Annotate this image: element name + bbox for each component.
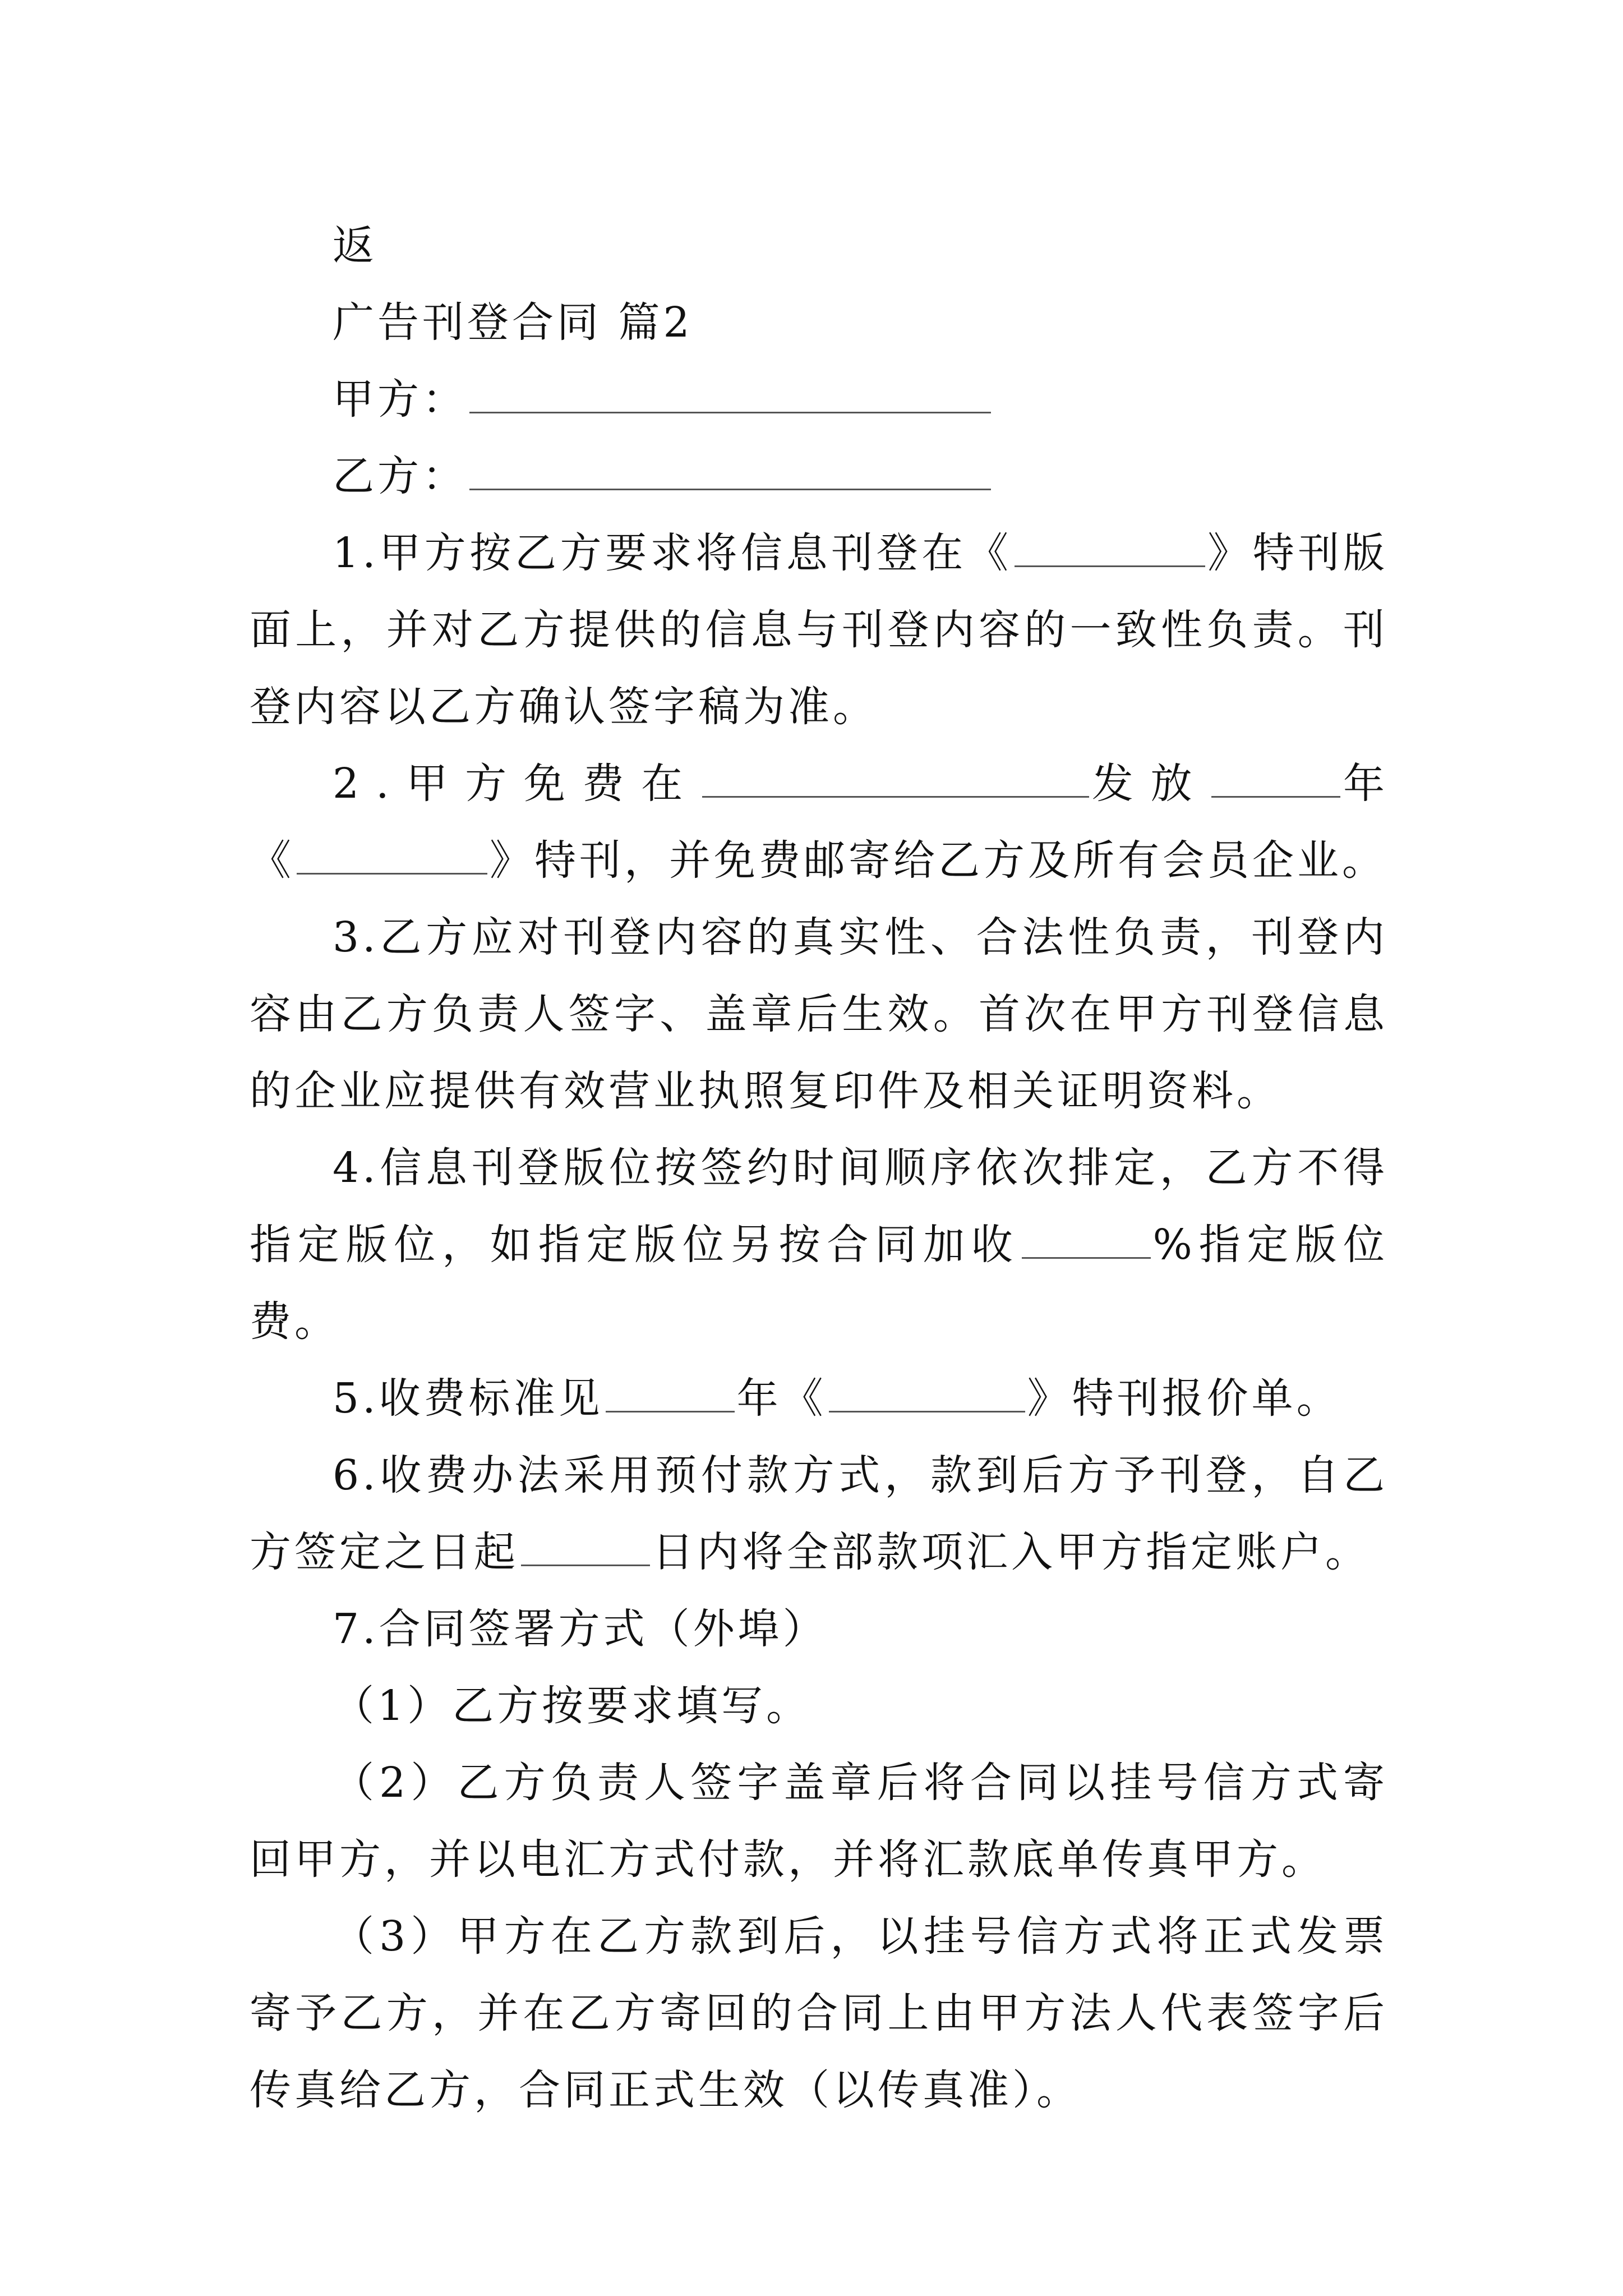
top-fragment: 返	[333, 222, 377, 270]
party-a-blank	[469, 372, 991, 413]
party-a-label: 甲方：	[333, 375, 467, 424]
clause-4	[250, 1130, 1388, 1360]
clause-2-blank-title	[297, 834, 487, 875]
clause-7-item-3: （3）甲方在乙方款到后，以挂号信方式将正式发票寄予乙方，并在乙方寄回的合同上由甲方法人代表签字后传真给乙方，合同正式生效（以传真准）。	[250, 1912, 1388, 2114]
clause-5-text-c: 》特刊报价单。	[1027, 1374, 1341, 1423]
clause-7-item-2: （2）乙方负责人签字盖章后将合同以挂号信方式寄回甲方，并以电汇方式付款，并将汇款底单传真甲方。	[250, 1759, 1388, 1884]
party-a-line	[250, 361, 1388, 438]
clause-6-blank-days	[521, 1525, 650, 1566]
clause-2	[250, 746, 1388, 899]
clause-4-text-a: 4.信息刊登版位按签约时间顺序依次排定，乙方不得指定版位，如指定版位另按合同加收	[250, 1144, 1388, 1269]
party-b-label: 乙方：	[333, 452, 467, 500]
clause-3: 3.乙方应对刊登内容的真实性、合法性负责，刊登内容由乙方负责人签字、盖章后生效。首次在甲方刊登信息的企业应提供有效营业执照复印件及相关证明资料。	[250, 913, 1388, 1115]
clause-5-blank-year	[606, 1372, 735, 1412]
clause-2-text-d: 》特刊，并免费邮寄给乙方及所有会员企业。	[490, 836, 1387, 885]
clause-4-blank-percent	[1022, 1218, 1151, 1259]
clause-2-blank-location	[702, 757, 1089, 798]
clause-1-text-a: 1.甲方按乙方要求将信息刊登在《	[333, 529, 1012, 577]
clause-2-text-c: 年《	[250, 760, 1389, 885]
clause-2-text-a: 2.甲方免费在	[333, 760, 700, 808]
party-b-line	[250, 438, 1388, 515]
document-title: 广告刊登合同 篇2	[333, 298, 693, 347]
clause-5-blank-title	[829, 1372, 1025, 1412]
clause-7: 7.合同签署方式（外埠）	[333, 1605, 828, 1653]
clause-6	[250, 1437, 1388, 1591]
clause-7-item-1: （1）乙方按要求填写。	[333, 1682, 811, 1730]
clause-5-text-a: 5.收费标准见	[333, 1374, 603, 1423]
clause-1-blank	[1015, 526, 1205, 567]
clause-1	[250, 515, 1388, 746]
document-body	[250, 208, 1388, 2129]
party-b-blank	[469, 449, 991, 490]
clause-6-text-b: 日内将全部款项汇入甲方指定账户。	[652, 1528, 1370, 1576]
clause-1-text-b: 》特刊版面上，并对乙方提供的信息与刊登内容的一致性负责。刊登内容以乙方确认签字稿为准。	[250, 529, 1389, 731]
clause-5	[250, 1360, 1388, 1437]
clause-2-blank-year	[1211, 757, 1340, 798]
clause-6-text-a: 6.收费办法采用预付款方式，款到后方予刊登，自乙方签定之日起	[250, 1451, 1388, 1576]
clause-2-text-b: 发放	[1091, 760, 1210, 808]
clause-4-text-b: %指定版位费。	[250, 1221, 1388, 1346]
clause-5-text-b: 年《	[736, 1374, 827, 1423]
